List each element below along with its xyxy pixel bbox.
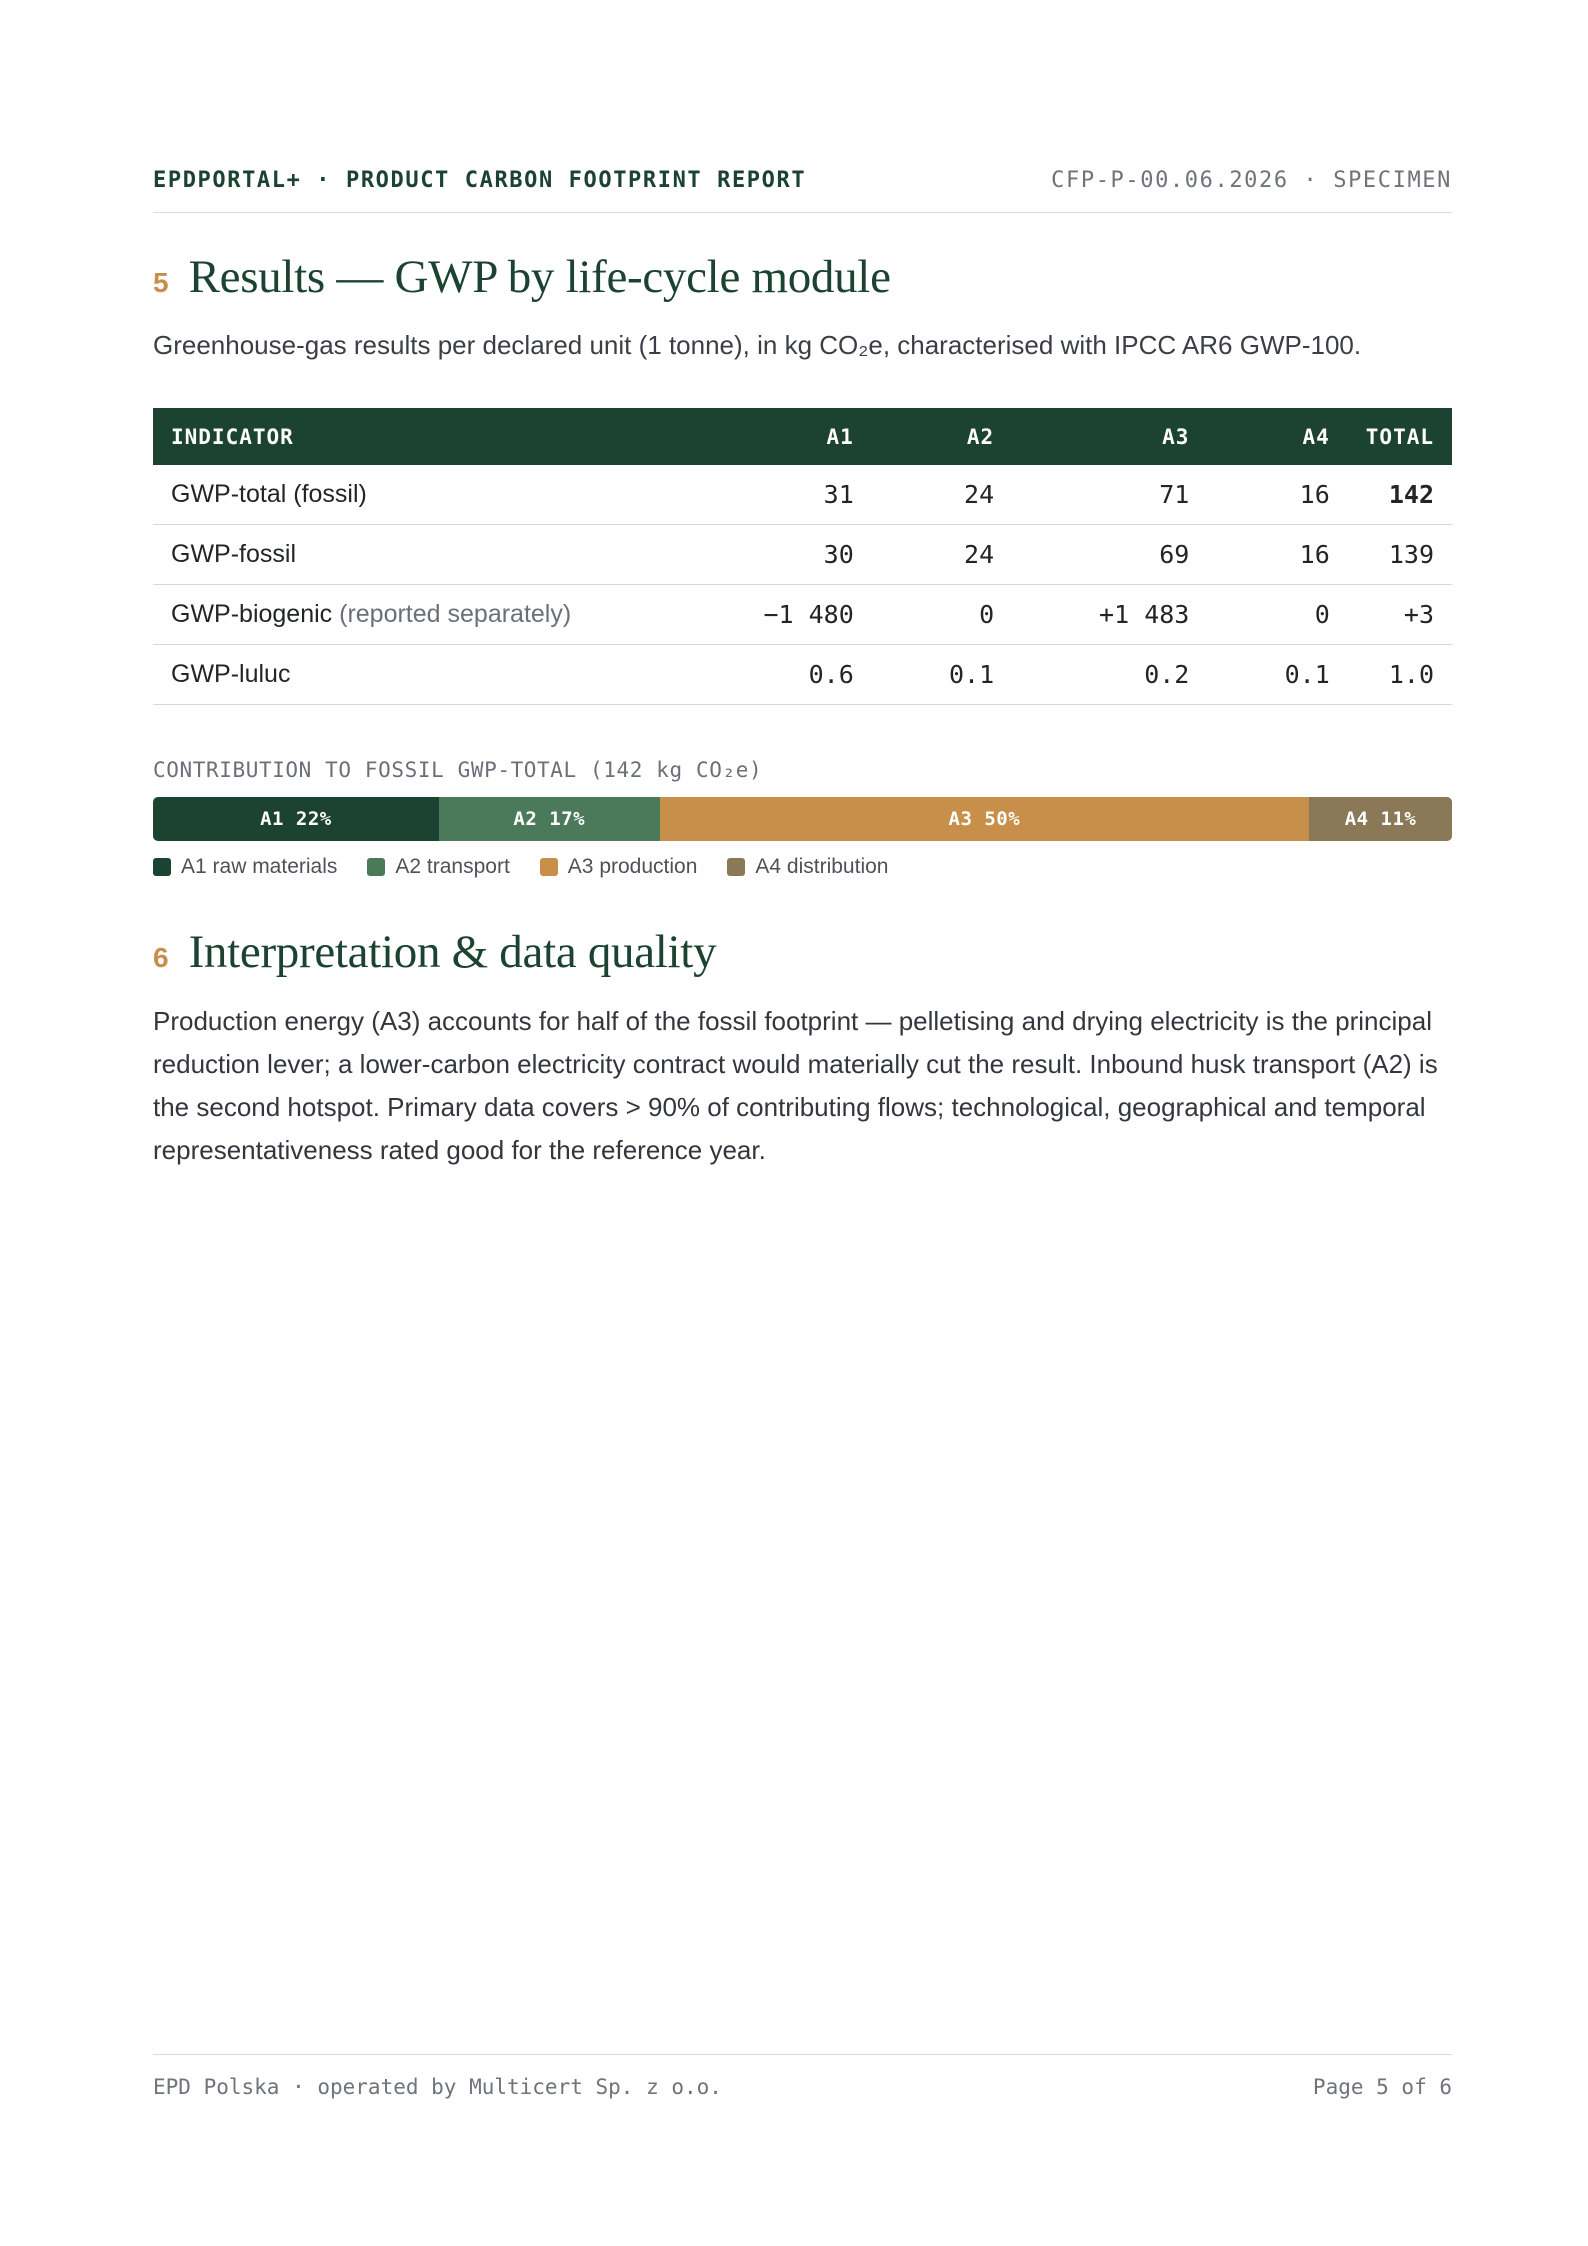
segment-a1: A1 22% [153, 797, 439, 841]
results-intro: Greenhouse-gas results per declared unit (1 tonne), in kg CO₂e, characterised with IPCC AR6 GWP-100. [153, 330, 1362, 360]
table-row [153, 585, 1452, 645]
page-footer [153, 2054, 1452, 2099]
running-header [153, 168, 1452, 213]
table-header-row [153, 408, 1452, 465]
section-number: 5 [153, 267, 169, 298]
legend-swatch [153, 858, 171, 876]
a4-cell: 0 [1207, 585, 1347, 645]
report-title: EPDPORTAL+ · PRODUCT CARBON FOOTPRINT REPORT [153, 168, 807, 193]
legend-item-a2 [367, 855, 509, 879]
header-a2: A2 [872, 408, 1012, 465]
interpretation-paragraph: Production energy (A3) accounts for half of the fossil footprint — pelletising and drying electricity is the principal reduction lever; a lower-carbon electricity contract would materially cut the result. Inbound husk transport (A2) is the second hotspot. Primary data covers > 90% of contributing flows; technological, geographical and temporal representativeness rated good for the reference year. [153, 1006, 1438, 1165]
a4-cell: 16 [1207, 525, 1347, 585]
legend-item-a1 [153, 855, 337, 879]
header-total: TOTAL [1348, 408, 1452, 465]
header-a3: A3 [1012, 408, 1207, 465]
footer-operator: EPD Polska · operated by Multicert Sp. z o.o. [153, 2075, 722, 2099]
legend-label: A4 distribution [755, 855, 889, 878]
a1-cell: 31 [730, 465, 872, 525]
results-table [153, 408, 1452, 705]
a2-cell: 24 [872, 465, 1012, 525]
indicator-note: (reported separately) [339, 600, 572, 628]
a1-cell: 0.6 [730, 645, 872, 705]
indicator-name: GWP-luluc [171, 660, 291, 688]
a2-cell: 0.1 [872, 645, 1012, 705]
indicator-cell [153, 585, 730, 645]
table-row [153, 525, 1452, 585]
total-cell: 142 [1348, 465, 1452, 525]
a3-cell: 0.2 [1012, 645, 1207, 705]
a4-cell: 0.1 [1207, 645, 1347, 705]
legend-item-a4 [727, 855, 888, 879]
a2-cell: 24 [872, 525, 1012, 585]
legend-swatch [540, 858, 558, 876]
contribution-title: CONTRIBUTION TO FOSSIL GWP-TOTAL (142 kg CO₂e) [153, 758, 763, 782]
segment-a3: A3 50% [660, 797, 1310, 841]
indicator-name: GWP-fossil [171, 540, 296, 568]
segment-a4: A4 11% [1309, 797, 1452, 841]
a3-cell: 71 [1012, 465, 1207, 525]
document-id: CFP-P-00.06.2026 · SPECIMEN [1051, 168, 1452, 193]
header-indicator: INDICATOR [153, 408, 730, 465]
header-a4: A4 [1207, 408, 1347, 465]
section-6-heading [153, 925, 716, 979]
legend-label: A1 raw materials [181, 855, 338, 878]
legend-item-a3 [540, 855, 698, 879]
indicator-cell [153, 525, 730, 585]
page-number: Page 5 of 6 [1312, 2075, 1452, 2099]
a3-cell: 69 [1012, 525, 1207, 585]
section-number: 6 [153, 942, 169, 973]
indicator-name: GWP-biogenic [171, 600, 333, 628]
a1-cell: 30 [730, 525, 872, 585]
section-title: Results — GWP by life-cycle module [188, 251, 891, 303]
legend-label: A3 production [567, 855, 698, 878]
total-cell: 139 [1348, 525, 1452, 585]
header-a1: A1 [730, 408, 872, 465]
contribution-legend [153, 855, 888, 879]
total-cell: 1.0 [1348, 645, 1452, 705]
segment-a2: A2 17% [439, 797, 660, 841]
section-5-heading [153, 250, 891, 304]
legend-swatch [367, 858, 385, 876]
a1-cell: −1 480 [730, 585, 872, 645]
table-row [153, 645, 1452, 705]
a4-cell: 16 [1207, 465, 1347, 525]
total-cell: +3 [1348, 585, 1452, 645]
legend-label: A2 transport [395, 855, 510, 878]
section-title: Interpretation & data quality [188, 926, 717, 978]
indicator-cell [153, 645, 730, 705]
indicator-cell [153, 465, 730, 525]
a2-cell: 0 [872, 585, 1012, 645]
table-row [153, 465, 1452, 525]
a3-cell: +1 483 [1012, 585, 1207, 645]
legend-swatch [727, 858, 745, 876]
indicator-name: GWP-total (fossil) [171, 480, 367, 508]
contribution-bar [153, 797, 1452, 841]
